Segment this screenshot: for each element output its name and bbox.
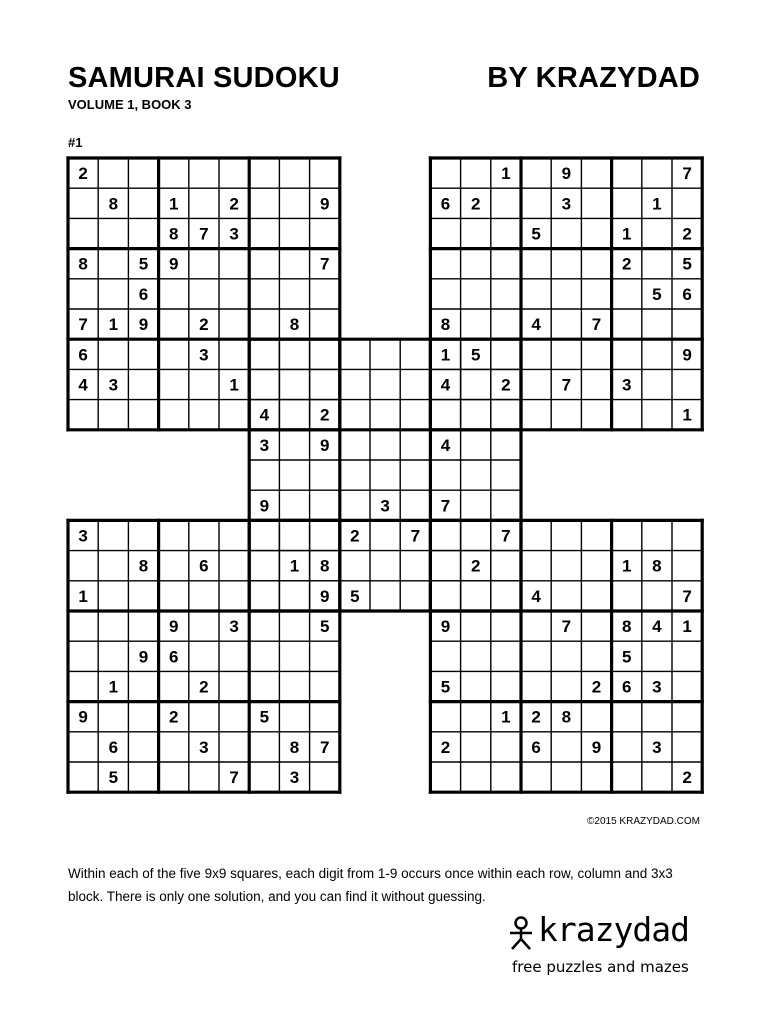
given-digit: 7	[78, 315, 88, 335]
given-digit: 1	[621, 224, 632, 244]
given-digit: 4	[440, 435, 451, 455]
puzzle-number: #1	[68, 135, 83, 150]
given-digit: 1	[652, 194, 662, 214]
given-digit: 1	[682, 617, 692, 637]
given-digit: 7	[501, 526, 511, 546]
given-digit: 2	[168, 707, 179, 727]
given-digit: 9	[561, 164, 572, 184]
given-digit: 2	[501, 375, 511, 395]
given-digit: 2	[470, 194, 481, 214]
given-digit: 8	[319, 556, 330, 576]
given-digit: 3	[229, 224, 239, 244]
given-digit: 1	[108, 677, 119, 697]
copyright-notice: ©2015 KRAZYDAD.COM	[587, 816, 700, 827]
given-digit: 9	[319, 586, 330, 606]
given-digit: 2	[350, 526, 360, 546]
given-digit: 9	[591, 737, 602, 757]
given-digit: 3	[621, 375, 632, 395]
given-digit: 4	[652, 617, 662, 637]
given-digit: 1	[621, 556, 632, 576]
given-digit: 9	[168, 254, 179, 274]
given-digit: 1	[501, 164, 511, 184]
given-digit: 1	[440, 345, 451, 365]
given-digit: 6	[682, 284, 692, 304]
given-digit: 1	[78, 586, 88, 606]
given-digit: 7	[561, 617, 572, 637]
volume-subtitle: VOLUME 1, BOOK 3	[68, 97, 192, 112]
given-digit: 3	[380, 496, 390, 516]
given-digit: 1	[289, 556, 300, 576]
given-digit: 9	[138, 647, 149, 667]
given-digit: 5	[470, 345, 481, 365]
given-digit: 7	[410, 526, 421, 546]
given-digit: 6	[78, 345, 88, 365]
given-digit: 5	[621, 647, 632, 667]
given-digit: 9	[168, 617, 179, 637]
given-digit: 4	[531, 586, 541, 606]
given-digit: 8	[440, 315, 451, 335]
given-digit: 5	[259, 707, 270, 727]
given-digit: 4	[440, 375, 451, 395]
given-digit: 8	[652, 556, 662, 576]
given-digit: 6	[108, 737, 119, 757]
given-digit: 8	[168, 224, 179, 244]
given-digit: 2	[621, 254, 632, 274]
instructions-text: Within each of the five 9x9 squares, each digit from 1-9 occurs once within each row, column and 3x3 block. There is only one solution, and you can find it without guessing.	[68, 866, 673, 904]
given-digit: 3	[289, 768, 300, 788]
given-digit: 2	[319, 405, 330, 425]
given-digit: 5	[652, 284, 662, 304]
given-digit: 9	[259, 496, 270, 516]
given-digit: 4	[78, 375, 88, 395]
given-digit: 8	[138, 556, 149, 576]
given-digit: 7	[682, 164, 692, 184]
given-digit: 3	[229, 617, 239, 637]
given-digit: 2	[199, 315, 209, 335]
given-digit: 7	[199, 224, 209, 244]
given-digit: 5	[682, 254, 692, 274]
page-title: SAMURAI SUDOKU	[68, 62, 340, 94]
given-digit: 5	[440, 677, 451, 697]
given-digit: 9	[440, 617, 451, 637]
given-digit: 3	[259, 435, 270, 455]
given-digit: 8	[561, 707, 572, 727]
given-digit: 2	[199, 677, 209, 697]
given-digit: 6	[440, 194, 451, 214]
stick-figure-icon	[508, 916, 534, 950]
given-digit: 7	[440, 496, 451, 516]
given-digit: 2	[78, 164, 88, 184]
given-digit: 5	[138, 254, 149, 274]
given-digit: 5	[108, 768, 119, 788]
given-digit: 2	[591, 677, 602, 697]
given-digit: 5	[350, 586, 360, 606]
given-digit: 7	[561, 375, 572, 395]
given-digit: 3	[199, 737, 209, 757]
given-digit: 3	[78, 526, 88, 546]
given-digit: 3	[108, 375, 119, 395]
given-digit: 6	[621, 677, 632, 697]
given-digit: 6	[168, 647, 179, 667]
given-digit: 9	[319, 194, 330, 214]
given-digit: 1	[108, 315, 119, 335]
given-digit: 6	[138, 284, 149, 304]
given-digit: 2	[440, 737, 451, 757]
given-digit: 5	[531, 224, 541, 244]
given-digit: 2	[682, 768, 692, 788]
given-digit: 7	[319, 254, 330, 274]
given-digit: 3	[561, 194, 572, 214]
given-digit: 9	[78, 707, 88, 727]
given-digit: 8	[289, 315, 300, 335]
given-digit: 8	[289, 737, 300, 757]
given-digit: 7	[319, 737, 330, 757]
given-digit: 1	[682, 405, 692, 425]
given-digit: 7	[591, 315, 602, 335]
given-digit: 4	[259, 405, 270, 425]
logo-tagline: free puzzles and mazes	[512, 958, 689, 976]
given-digit: 7	[682, 586, 692, 606]
given-digit: 9	[682, 345, 692, 365]
given-digit: 4	[531, 315, 541, 335]
given-digit: 1	[501, 707, 511, 727]
given-digit: 1	[229, 375, 239, 395]
given-digit: 8	[78, 254, 88, 274]
given-digit: 2	[229, 194, 239, 214]
given-digit: 6	[199, 556, 209, 576]
given-digit: 9	[319, 435, 330, 455]
given-digit: 7	[229, 768, 239, 788]
given-digit: 3	[652, 737, 662, 757]
given-digit: 8	[621, 617, 632, 637]
given-digit: 3	[652, 677, 662, 697]
given-digit: 2	[682, 224, 692, 244]
given-digit: 3	[199, 345, 209, 365]
logo-wordmark: krazydad	[538, 910, 689, 949]
byline: BY KRAZYDAD	[487, 62, 700, 94]
given-digit: 6	[531, 737, 541, 757]
given-digit: 1	[168, 194, 179, 214]
given-digit: 2	[470, 556, 481, 576]
given-digit: 9	[138, 315, 149, 335]
krazydad-logo	[508, 910, 708, 984]
given-digit: 8	[108, 194, 119, 214]
given-digit: 2	[531, 707, 541, 727]
given-digit: 5	[319, 617, 330, 637]
